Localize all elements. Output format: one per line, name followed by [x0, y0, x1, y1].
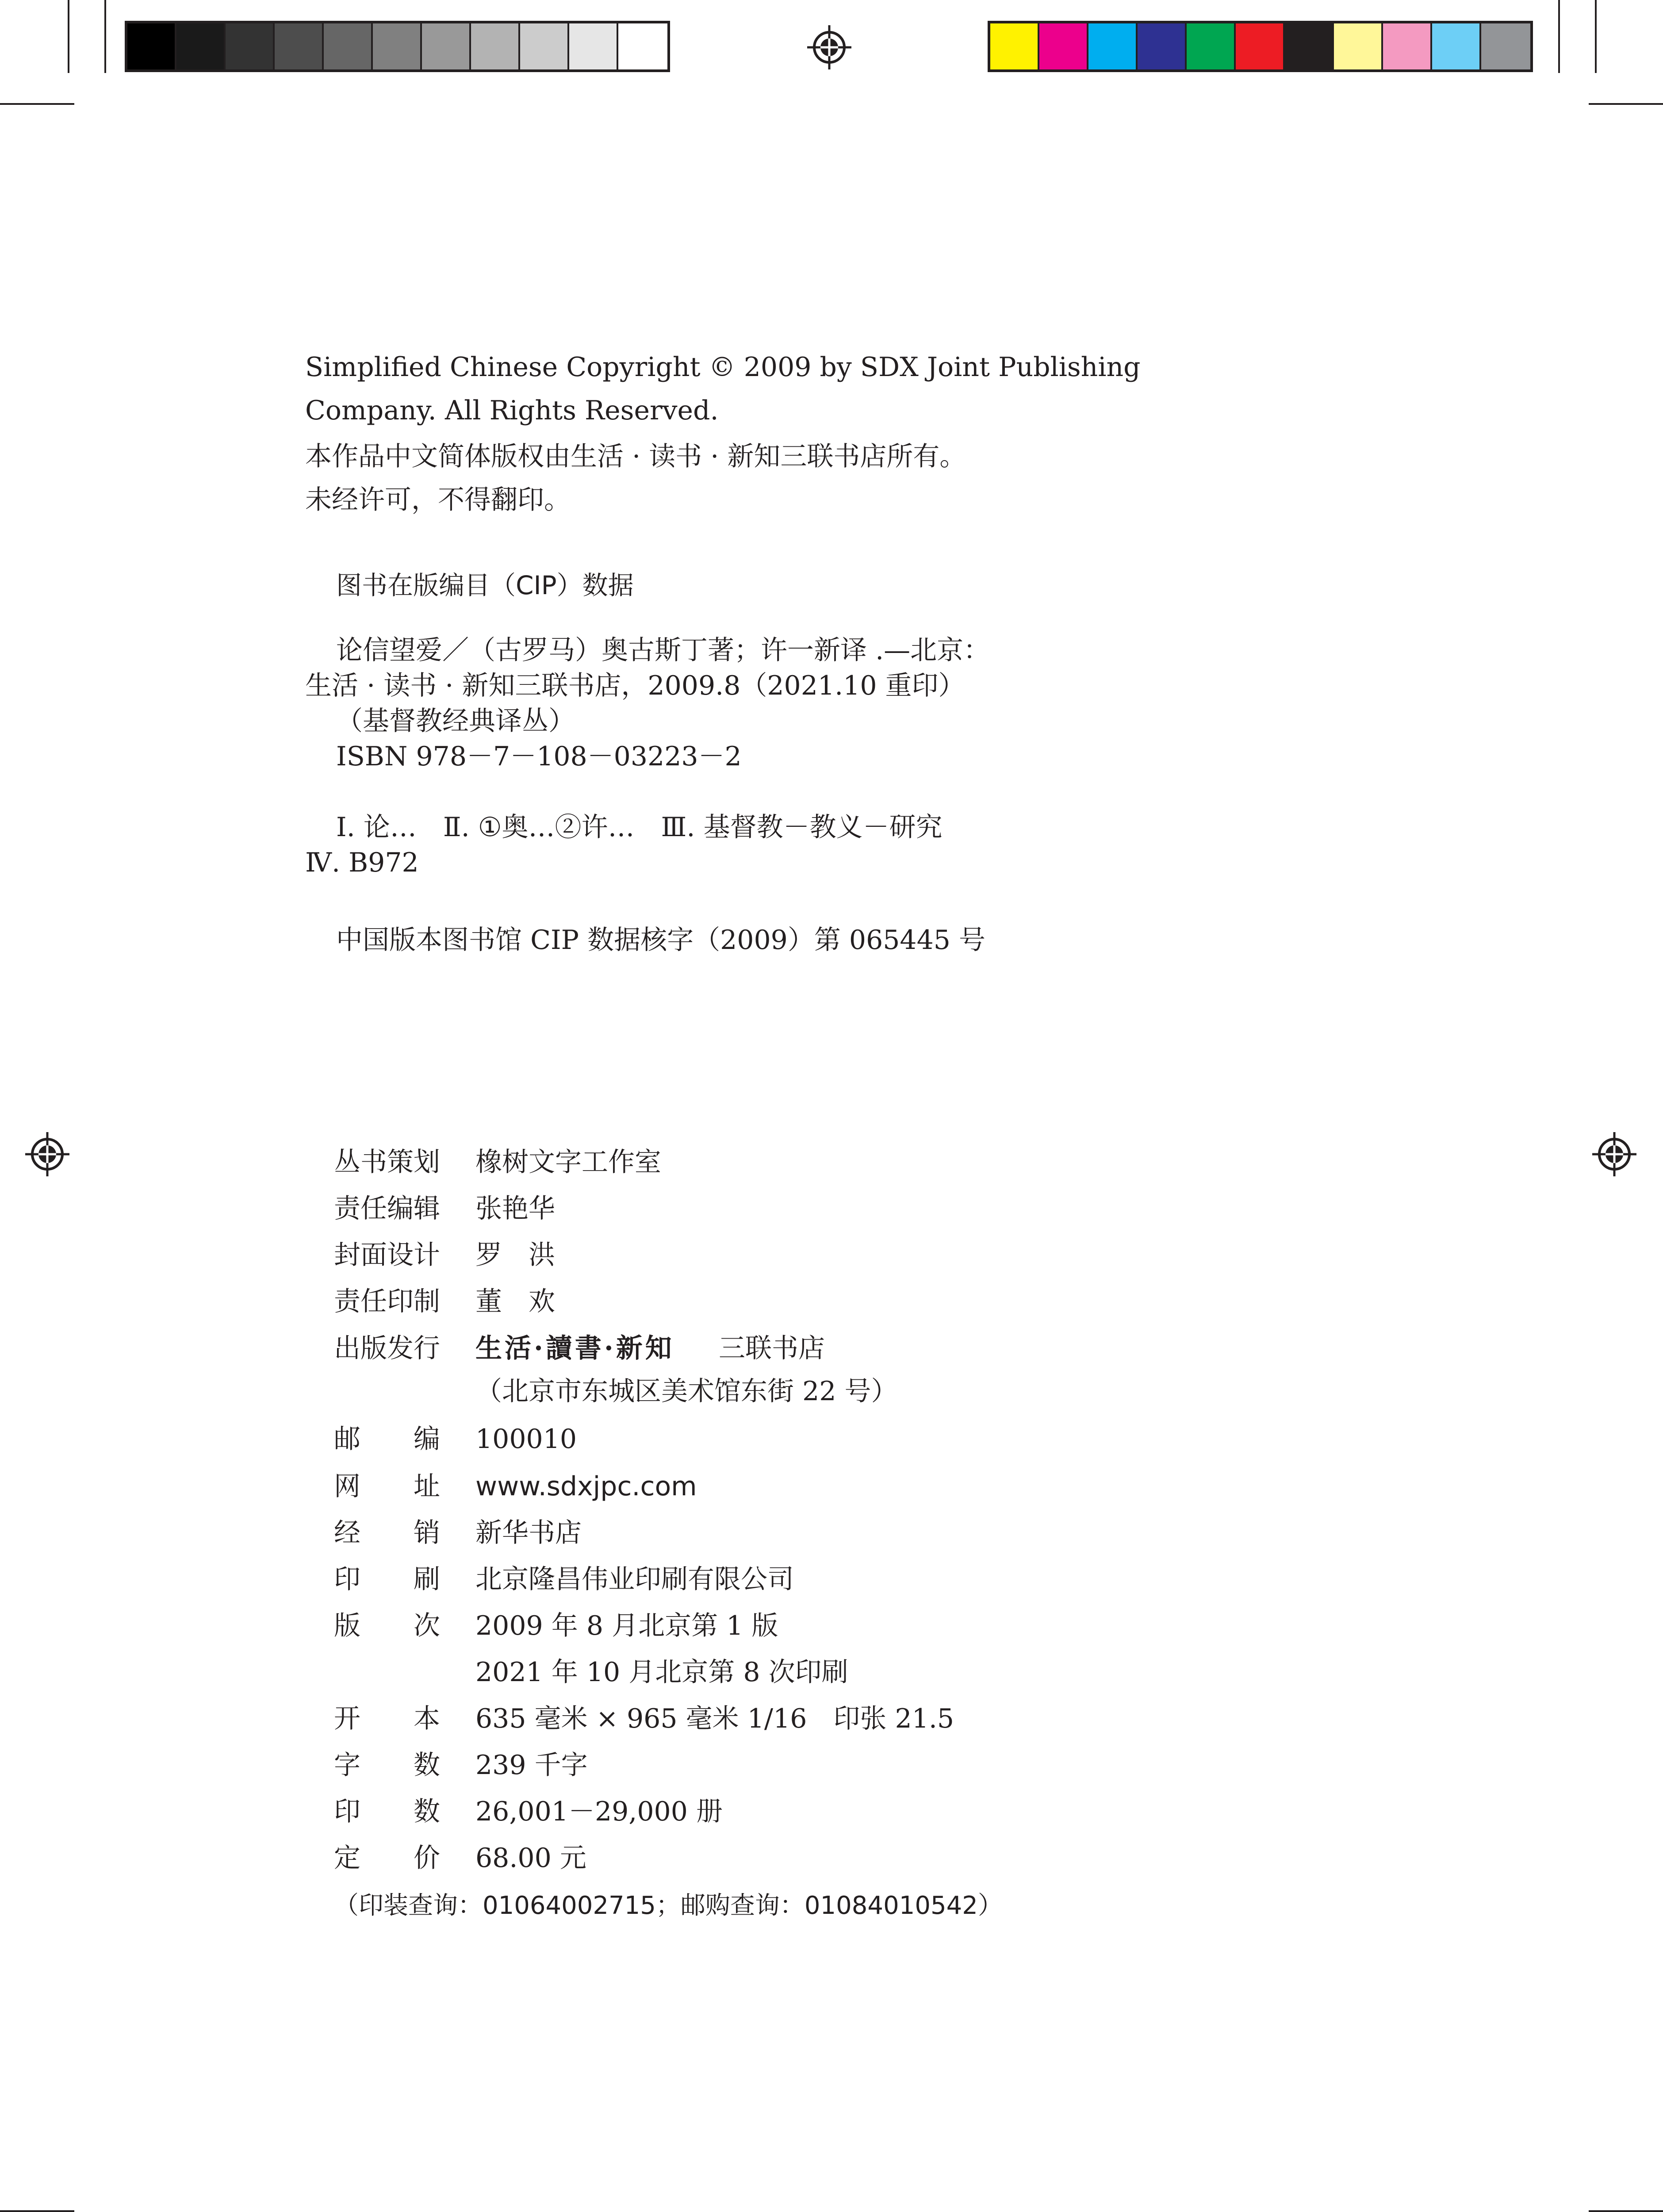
color-swatch	[1236, 23, 1285, 69]
credit-label: 开 本	[334, 1703, 440, 1734]
color-swatch	[176, 23, 226, 69]
copyright-chinese-line: 本作品中文简体版权由生活 · 读书 · 新知三联书店所有。	[305, 441, 966, 472]
cip-title-line: 论信望爱／（古罗马）奥古斯丁著；许一新译 .—北京：	[336, 635, 990, 666]
cip-classification: Ⅰ. 论… Ⅱ. ①奥…②许… Ⅲ. 基督教－教义－研究	[336, 812, 943, 843]
credit-value: 生活·讀書·新知	[475, 1333, 674, 1364]
credit-value: 100010	[475, 1424, 577, 1455]
copyright-english-line: Simplified Chinese Copyright © 2009 by SDX Joint Publishing	[305, 352, 1141, 383]
crop-mark	[1558, 0, 1560, 73]
credit-label: 印 刷	[334, 1564, 440, 1595]
credit-label: 邮 编	[334, 1424, 440, 1455]
color-swatch	[990, 23, 1039, 69]
color-swatch	[373, 23, 422, 69]
inquiry-phone-line: （印装查询：01064002715；邮购查询：01084010542）	[334, 1891, 1003, 1920]
registration-mark-icon	[807, 25, 851, 69]
credit-value: 68.00 元	[475, 1843, 586, 1874]
credit-label: 出版发行	[334, 1333, 440, 1364]
credit-value: 橡树文字工作室	[475, 1147, 661, 1178]
credit-value: 张艳华	[475, 1193, 555, 1224]
credit-label: 封面设计	[334, 1240, 440, 1271]
credit-label: 丛书策划	[334, 1147, 440, 1178]
color-swatch	[1088, 23, 1138, 69]
color-swatch	[1187, 23, 1236, 69]
crop-mark	[0, 2210, 74, 2212]
cip-classification: Ⅳ. B972	[305, 847, 419, 878]
credit-value: 新华书店	[475, 1517, 582, 1548]
color-swatch	[1481, 23, 1530, 69]
credit-value: 635 毫米 × 965 毫米 1/16 印张 21.5	[475, 1703, 954, 1734]
credit-value: 2009 年 8 月北京第 1 版	[475, 1610, 778, 1641]
credit-value: 26,001－29,000 册	[475, 1796, 723, 1827]
credit-value: 北京隆昌伟业印刷有限公司	[475, 1564, 794, 1595]
color-swatch	[1039, 23, 1088, 69]
color-swatch	[1432, 23, 1481, 69]
credit-value: 239 千字	[475, 1750, 588, 1781]
color-swatch	[275, 23, 324, 69]
color-swatch	[226, 23, 275, 69]
credit-label: 定 价	[334, 1843, 440, 1874]
registration-mark-icon	[25, 1132, 69, 1176]
cip-publisher-line: 生活 · 读书 · 新知三联书店，2009.8（2021.10 重印）	[305, 670, 965, 701]
crop-mark	[1589, 2210, 1663, 2212]
color-swatch	[127, 23, 176, 69]
crop-mark	[104, 0, 106, 73]
cip-heading: 图书在版编目（CIP）数据	[336, 570, 634, 600]
credit-value: 董 欢	[475, 1286, 555, 1317]
color-swatch	[471, 23, 520, 69]
credit-label: 责任印制	[334, 1286, 440, 1317]
credit-label: 责任编辑	[334, 1193, 440, 1224]
cip-series-line: （基督教经典译丛）	[336, 706, 575, 737]
credit-value: 罗 洪	[475, 1240, 555, 1271]
credit-label: 字 数	[334, 1750, 440, 1781]
credit-label: 版 次	[334, 1610, 440, 1641]
color-swatch	[1285, 23, 1334, 69]
cip-record-number: 中国版本图书馆 CIP 数据核字（2009）第 065445 号	[336, 925, 986, 956]
credit-label: 网 址	[334, 1471, 440, 1502]
color-swatch	[569, 23, 618, 69]
copyright-english-line: Company. All Rights Reserved.	[305, 395, 719, 426]
color-swatch	[1383, 23, 1432, 69]
color-swatch	[324, 23, 373, 69]
cip-isbn: ISBN 978－7－108－03223－2	[336, 741, 742, 772]
grayscale-color-bar	[125, 21, 670, 72]
color-swatch	[1334, 23, 1383, 69]
credit-value: 2021 年 10 月北京第 8 次印刷	[475, 1657, 848, 1688]
color-swatch	[422, 23, 471, 69]
credit-value: （北京市东城区美术馆东街 22 号）	[475, 1376, 898, 1407]
process-color-bar	[988, 21, 1533, 72]
registration-mark-icon	[1592, 1132, 1636, 1176]
color-swatch	[520, 23, 569, 69]
crop-mark	[0, 103, 74, 105]
credit-value: www.sdxjpc.com	[475, 1471, 697, 1502]
credit-label: 经 销	[334, 1517, 440, 1548]
crop-mark	[68, 0, 69, 73]
copyright-chinese-line: 未经许可，不得翻印。	[305, 484, 571, 515]
color-swatch	[1138, 23, 1187, 69]
credit-value-publisher: 三联书店	[719, 1333, 825, 1364]
crop-mark	[1589, 103, 1663, 105]
crop-mark	[1595, 0, 1597, 73]
credit-label: 印 数	[334, 1796, 440, 1827]
color-swatch	[618, 23, 667, 69]
